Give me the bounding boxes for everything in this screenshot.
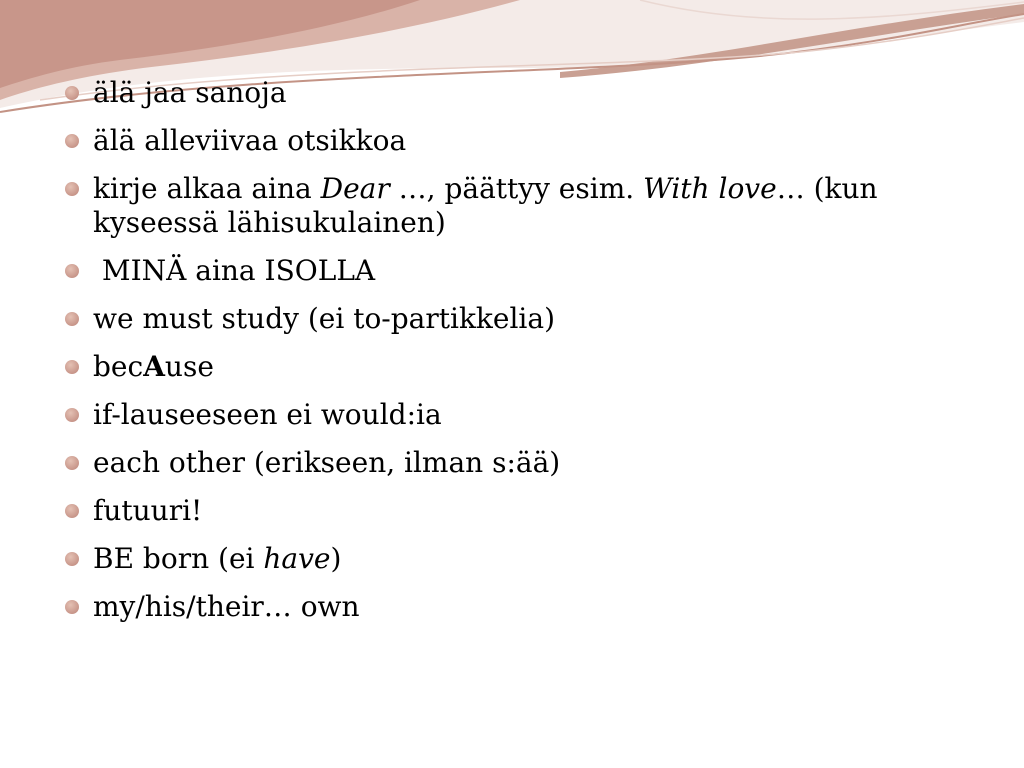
bullet-text: my/his/their… own	[93, 590, 360, 623]
bullet-text: we must study (ei to-partikkelia)	[93, 302, 555, 335]
bullet-item	[64, 172, 984, 240]
bullet-item	[64, 398, 984, 432]
bullet-text-bold: A	[143, 350, 165, 383]
bullet-item	[64, 590, 984, 624]
bullet-text: use	[164, 350, 214, 383]
bullet-dot-icon	[65, 182, 79, 196]
bullet-text: bec	[93, 350, 144, 383]
bullet-dot-icon	[65, 408, 79, 422]
bullet-dot-icon	[65, 360, 79, 374]
bullet-text: … (kun kyseessä lähisukulainen)	[93, 172, 878, 239]
bullet-dot-icon	[65, 312, 79, 326]
bullet-text-italic: With love	[643, 172, 777, 205]
bullet-item	[64, 302, 984, 336]
bullet-dot-icon	[65, 600, 79, 614]
bullet-text: kirje alkaa aina	[93, 172, 321, 205]
bullet-text-italic: have	[263, 542, 331, 575]
bullet-text: BE born (ei	[93, 542, 264, 575]
bullet-text-italic: Dear	[320, 172, 390, 205]
bullet-item	[64, 124, 984, 158]
bullet-item	[64, 494, 984, 528]
bullet-text: …, päättyy esim.	[389, 172, 644, 205]
bullet-dot-icon	[65, 504, 79, 518]
bullet-dot-icon	[65, 264, 79, 278]
bullet-item	[64, 76, 984, 110]
bullet-item	[64, 350, 984, 384]
bullet-dot-icon	[65, 456, 79, 470]
bullet-text: älä jaa sanoja	[93, 76, 287, 109]
bullet-item	[64, 446, 984, 480]
bullet-text: )	[330, 542, 342, 575]
bullet-item	[64, 542, 984, 576]
bullet-dot-icon	[65, 86, 79, 100]
bullet-text: älä alleviivaa otsikkoa	[93, 124, 407, 157]
bullet-dot-icon	[65, 134, 79, 148]
bullet-item	[64, 254, 984, 288]
bullet-text: futuuri!	[93, 494, 203, 527]
bullet-text: if-lauseeseen ei would:ia	[93, 398, 442, 431]
bullet-text: each other (erikseen, ilman s:ää)	[93, 446, 561, 479]
bullet-dot-icon	[65, 552, 79, 566]
bullet-list	[64, 76, 984, 638]
bullet-text: MINÄ aina ISOLLA	[93, 254, 376, 287]
